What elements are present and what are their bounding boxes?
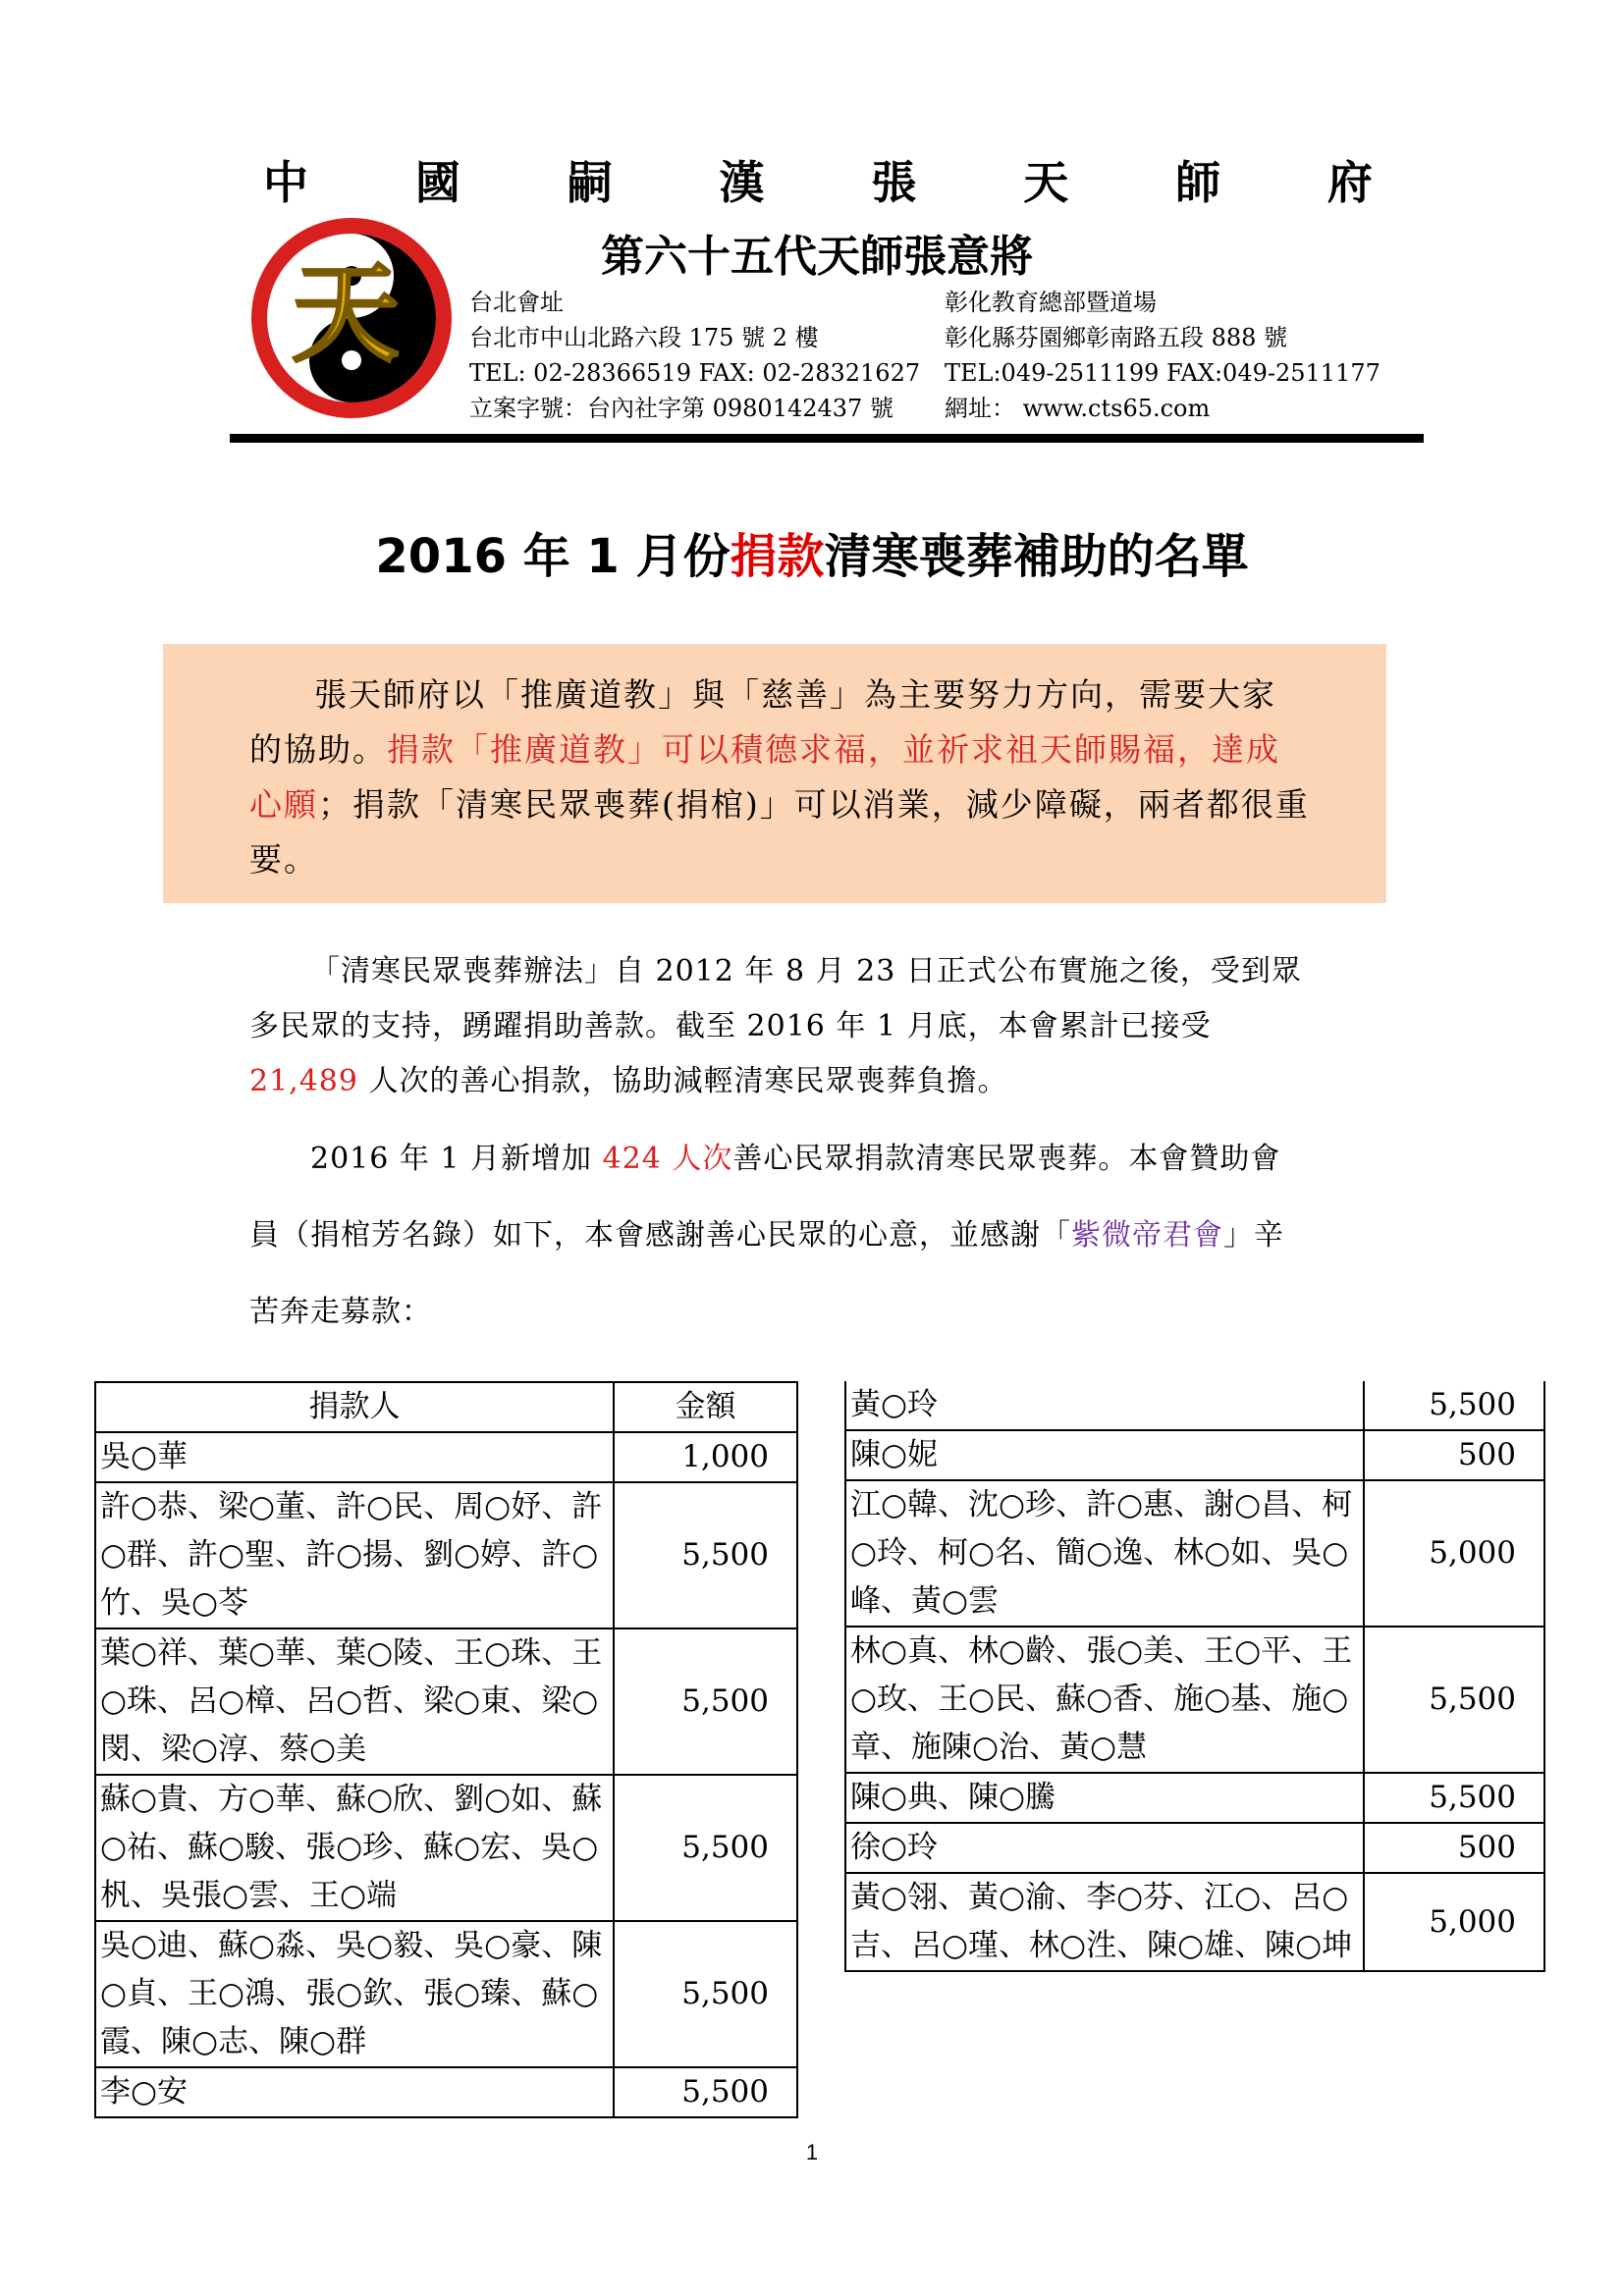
donation-amount: 5,500 [614, 1921, 797, 2067]
donor-names: 陳○典、陳○騰 [845, 1773, 1364, 1823]
paragraph-monthly: 2016 年 1 月新增加 424 人次善心民眾捐款清寒民眾喪葬。本會贊助會員（捐棺芳名錄）如下，本會感謝善心民眾的心意，並感謝「紫微帝君會」辛苦奔走募款： [249, 1142, 1284, 1329]
donation-amount: 5,500 [1364, 1773, 1544, 1823]
donor-names: 吳○華 [95, 1432, 614, 1482]
table-row [845, 1430, 1544, 1480]
table-row [845, 1627, 1544, 1773]
table-header-row [95, 1382, 797, 1432]
donation-amount: 500 [1364, 1430, 1544, 1480]
title-part: 清寒喪葬補助的名單 [824, 529, 1249, 584]
donor-names: 葉○祥、葉○華、葉○陵、王○珠、王○珠、呂○樟、呂○哲、梁○東、梁○閔、梁○淳、蔡○美 [95, 1629, 614, 1775]
table-row [845, 1773, 1544, 1823]
title-highlight: 捐款 [730, 529, 825, 584]
info-line: TEL: 02-28366519 FAX: 02-28321627 [469, 359, 921, 387]
table-row [95, 1921, 797, 2067]
donation-amount: 5,000 [1364, 1873, 1544, 1971]
changhua-office-info [945, 285, 1380, 426]
table-row [845, 1381, 1544, 1430]
table-row [845, 1823, 1544, 1873]
total-count: 21,489 [249, 1064, 358, 1098]
org-char: 張 [871, 156, 917, 209]
org-char: 府 [1326, 156, 1373, 209]
callout-box [163, 644, 1386, 903]
logo [247, 214, 456, 422]
org-char: 天 [1023, 156, 1069, 209]
org-char: 國 [414, 156, 460, 209]
column-header-donor: 捐款人 [95, 1382, 614, 1432]
donation-amount: 500 [1364, 1823, 1544, 1873]
association-name: 紫微帝君會 [1071, 1218, 1223, 1253]
organization-name [263, 147, 1373, 209]
info-line: 台北會址 [469, 289, 564, 316]
table-row [95, 2067, 797, 2117]
table-row [95, 1629, 797, 1775]
donor-names: 陳○妮 [845, 1430, 1364, 1480]
org-char: 中 [263, 156, 308, 209]
donor-names: 許○恭、梁○董、許○民、周○妤、許○群、許○聖、許○揚、劉○婷、許○竹、吳○苓 [95, 1482, 614, 1629]
donor-names: 黃○翎、黃○渝、李○芬、江○、呂○吉、呂○瑾、林○泩、陳○雄、陳○坤 [845, 1873, 1364, 1971]
info-line: 立案字號：台內社字第 0980142437 號 [469, 395, 893, 422]
donation-amount: 5,500 [614, 2067, 797, 2117]
table-row [95, 1432, 797, 1482]
paragraph-summary: 「清寒民眾喪葬辦法」自 2012 年 8 月 23 日正式公布實施之後，受到眾多民眾的支持，踴躍捐助善款。截至 2016 年 1 月底，本會累計已接受 21,489 人次的善心捐款，協助減輕清寒民眾喪葬負擔。 [249, 954, 1302, 1098]
page-title [0, 518, 1624, 586]
donor-names: 黃○玲 [845, 1381, 1364, 1430]
org-char: 師 [1175, 156, 1221, 209]
org-char: 嗣 [567, 156, 613, 209]
taipei-office-info [469, 285, 920, 426]
donation-amount: 5,500 [1364, 1627, 1544, 1773]
donor-table-right [844, 1381, 1545, 1972]
page-number: 1 [805, 2140, 819, 2164]
title-part: 2016 年 1 月份 [375, 529, 731, 584]
donor-names: 林○真、林○齡、張○美、王○平、王○玫、王○民、蘇○香、施○基、施○章、施陳○治、黃○慧 [845, 1627, 1364, 1773]
header-divider [230, 434, 1424, 443]
callout-highlight: 捐款「推廣道教」可以積德求福，並祈求祖天師賜福，達成心願 [249, 730, 1280, 824]
callout-text: 張天師府以「推廣道教」與「慈善」為主要努力方向，需要大家的協助。捐款「推廣道教」可以積德求福，並祈求祖天師賜福，達成心願；捐款「清寒民眾喪葬(捐棺)」可以消業，減少障礙，兩者都很重要。 [249, 675, 1310, 879]
column-header-amount: 金額 [614, 1382, 797, 1432]
donation-amount: 5,500 [614, 1775, 797, 1921]
donor-names: 李○安 [95, 2067, 614, 2117]
logo-character: 天 [292, 250, 400, 377]
donation-amount: 5,500 [614, 1629, 797, 1775]
monthly-count: 424 人次 [602, 1142, 733, 1176]
donor-names: 吳○迪、蘇○淼、吳○毅、吳○豪、陳○貞、王○鴻、張○欽、張○臻、蘇○霞、陳○志、陳○群 [95, 1921, 614, 2067]
info-line: TEL:049-2511199 FAX:049-2511177 [945, 359, 1380, 387]
info-line: 彰化教育總部暨道場 [945, 289, 1157, 316]
donor-names: 徐○玲 [845, 1823, 1364, 1873]
donor-names: 蘇○貴、方○華、蘇○欣、劉○如、蘇○祐、蘇○駿、張○珍、蘇○宏、吳○杋、吳張○雲、王○端 [95, 1775, 614, 1921]
info-line: 網址： www.cts65.com [945, 395, 1211, 422]
table-row [95, 1775, 797, 1921]
header-subtitle: 第六十五代天師張意將 [601, 232, 1033, 282]
donor-names: 江○韓、沈○珍、許○惠、謝○昌、柯○玲、柯○名、簡○逸、林○如、吳○峰、黃○雲 [845, 1480, 1364, 1627]
donation-amount: 1,000 [614, 1432, 797, 1482]
info-line: 彰化縣芬園鄉彰南路五段 888 號 [945, 324, 1288, 351]
table-row [845, 1480, 1544, 1627]
donation-amount: 5,500 [1364, 1381, 1544, 1430]
table-row [95, 1482, 797, 1629]
donor-table-left [94, 1381, 798, 2118]
org-char: 漢 [719, 156, 765, 209]
table-row [845, 1873, 1544, 1971]
info-line: 台北市中山北路六段 175 號 2 樓 [469, 324, 819, 351]
donation-amount: 5,000 [1364, 1480, 1544, 1627]
donation-amount: 5,500 [614, 1482, 797, 1629]
